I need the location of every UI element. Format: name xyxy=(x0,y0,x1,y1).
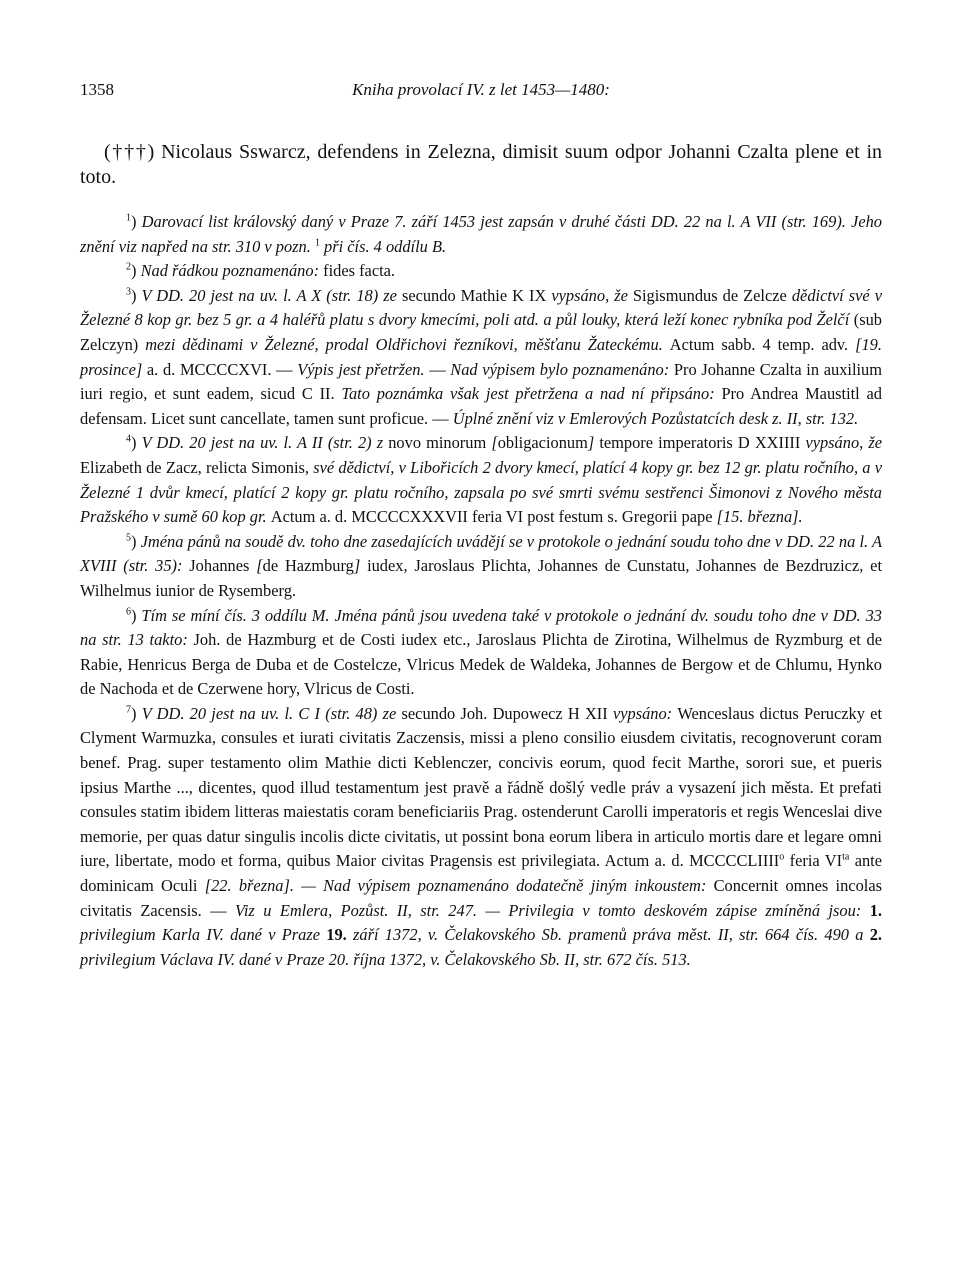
footnote-marker: $^5$) xyxy=(126,531,141,551)
footnote-marker: $^3$) xyxy=(126,285,142,305)
footnote-number: 2 xyxy=(126,261,131,273)
footnote-text: při čís. 4 oddílu B. xyxy=(319,236,447,256)
footnote-text: fides facta. xyxy=(323,261,396,281)
footnote-text: 2. xyxy=(869,925,882,945)
footnote-text: vypsáno, že xyxy=(805,433,882,453)
running-title: Kniha provolací IV. z let 1453—1480: xyxy=(352,80,610,99)
footnote-number: 7 xyxy=(126,704,131,716)
footnote-text: Nad výpisem bylo poznamenáno: xyxy=(450,359,674,379)
footnote-text: feria VI xyxy=(784,851,843,871)
record-entry: (†††) Nicolaus Sswarcz, defendens in Zelezna, dimisit suum odpor Johanni Czalta plene et in toto. xyxy=(80,141,882,188)
footnote-marker: $^1$) xyxy=(126,212,142,231)
footnote-number: 3 xyxy=(126,286,131,298)
footnote-text: Výpis jest přetržen. xyxy=(297,359,430,379)
footnote xyxy=(80,530,882,604)
footnote xyxy=(80,259,882,284)
footnote-text: V DD. 20 jest na uv. l. A II (str. 2) z xyxy=(141,433,389,453)
footnote xyxy=(80,702,882,973)
footnote-marker: $^2$) xyxy=(126,261,141,281)
footnote-text: Joh. de Hazmburg et de Costi iudex etc., Jaroslaus Plichta de Zirotina, Wilhelmus de Ryzmburg et de Rabie, Henricus Berga de Duba et de Costelcze, Vlricus Medek de Waldeka, Johannes de Bergow et de Chlumu, Hynko de Nachoda et de Czerwene hory, Vlricus de Costi. xyxy=(80,630,883,699)
footnote-marker: $^4$) xyxy=(126,433,142,453)
footnote-text: a. d. MCCCCXVI. — xyxy=(146,359,298,379)
footnote-text: Jména pánů na soudě dv. toho dne zasedajících uvádějí se v protokole o jednání soudu toho dne v DD. 22 na l. A XVIII (str. 35): xyxy=(80,531,883,576)
footnote-text: [15. března]. xyxy=(716,507,803,527)
page-number: 1358 xyxy=(80,80,114,99)
footnote-text: Tím se míní čís. 3 oddílu M. Jména pánů jsou uvedena také v protokole o jednání dv. soudu toho dne v DD. 33 na str. 13 takto: xyxy=(80,605,882,650)
footnote-text: Pro Andrea Maustitl ad defensam. Licet sunt cancellate, tamen sunt proficue. — xyxy=(80,384,882,428)
footnote-text: Johannes xyxy=(189,556,257,576)
footnote-text: vypsáno, že xyxy=(551,285,633,305)
running-header xyxy=(80,80,882,110)
footnote-number: 1 xyxy=(126,212,131,224)
footnote-text: [ xyxy=(491,433,498,453)
footnote-text: Wenceslaus dictus Peruczky et Clyment Warmuzka, consules et iurati civitatis Zaczensis, missi a pleno consilio eiusdem civitatis, recognoverunt coram benef. Prag. super testamento olim Mathie dicti Keblenczer, concivis eorum, quod fecit Marthe, sorori sue, et pueris ipsius Marthe ..., dicentes, quod illud testamentum jest pravě a řádně došlý vedle práv a vysazení jich města. Et prefati consules statim ibidem litteras maiestatis coram beneficiariis Prag. ostenderunt Carolli imperatoris et regis Wenceslai dive memorie, per quas datur singulis incolis dicte civitatis, ut possint bona eorum libera in articulo mortis dare et legare omni iure, libertate, modo et forma, quibus Maior civitas Pragensis est privilegiata. Actum a. d. MCCCCLIIII xyxy=(80,703,882,871)
footnote xyxy=(80,604,882,702)
footnote-text: 19. xyxy=(326,925,347,945)
footnote-text: [ xyxy=(256,556,263,576)
footnote xyxy=(80,431,882,529)
footnote-text: Nad řádkou poznamenáno: xyxy=(140,261,324,281)
footnote-text: secundo Joh. Dupowecz H XII xyxy=(401,703,613,723)
footnote-text: ante dominicam Oculi xyxy=(80,851,882,896)
footnote-text: Tato poznámka však jest přetržena a nad ní připsáno: xyxy=(341,384,722,404)
footnote-text: Actum a. d. MCCCCXXXVII feria VI post festum s. Gregorii pape xyxy=(270,507,717,527)
footnote-text: obligacionum xyxy=(497,433,588,453)
footnote-text: Viz u Emlera, Pozůst. II, str. 247. — Privilegia v tomto deskovém zápise zmíněná jsou: xyxy=(235,900,870,920)
footnote-text: V DD. 20 jest na uv. l. A X (str. 18) ze xyxy=(141,285,402,305)
footnote-text: o xyxy=(779,851,785,863)
footnote-number: 5 xyxy=(126,532,131,544)
footnote-text: 1 xyxy=(314,237,320,249)
footnote-text: Darovací list královský daný v Praze 7. září 1453 jest zapsán v druhé části DD. 22 na l. A VII (str. 169). Jeho znění viz napřed na str. 310 v pozn. xyxy=(80,212,882,256)
footnote xyxy=(80,210,882,259)
footnotes xyxy=(80,210,882,972)
footnote-text: vypsáno: xyxy=(612,703,678,723)
footnote-text: září 1372, v. Čelakovského Sb. pramenů práva měst. II, str. 664 čís. 490 a xyxy=(346,925,870,945)
footnote-text: Pro Johanne Czalta in auxilium iuri regio, et sunt eadem, sicud C II. xyxy=(80,359,882,404)
footnote-text: (sub Zelczyn) xyxy=(80,310,882,354)
footnote-text: privilegium Václava IV. dané v Praze 20. října 1372, v. Čelakovského Sb. II, str. 672 čís. 513. xyxy=(80,949,691,969)
footnote-text: své dědictví, v Libořicích 2 dvory kmecí, platící 4 kopy gr. bez 12 gr. platu ročního, a v Železné 1 dvůr kmecí, platící 2 kopy gr. platu ročního, zapsala po své smrti svému sestřenci Šimonovi z Nového města Pražského v sumě 60 kop gr. xyxy=(80,457,882,527)
book-page xyxy=(80,80,882,972)
footnote-text: secundo Mathie K IX xyxy=(401,285,552,305)
footnote-number: 4 xyxy=(126,433,131,445)
footnote-text: de Hazmburg xyxy=(262,556,354,576)
footnote-text: dědictví své v Železné 8 kop gr. bez 5 gr. a 4 haléřů platu s dvory kmecími, poli atd. a půl louky, která leží konec rybníka pod Želčí xyxy=(80,285,882,330)
footnote-text: Sigismundus de Zelcze xyxy=(632,285,792,305)
footnote-text: 1. xyxy=(869,900,882,920)
footnote-text: tempore imperatoris D XXIIII xyxy=(599,433,806,453)
footnote-text: novo minorum xyxy=(388,433,492,453)
footnote-text: privilegium Karla IV. dané v Praze xyxy=(80,925,327,945)
footnote-marker: $^6$) xyxy=(126,605,142,625)
footnote-text: mezi dědinami v Železné, prodal Oldřichovi řezníkovi, měšťanu Žateckému. xyxy=(145,334,670,354)
footnote-text: ] xyxy=(353,556,368,576)
footnote-text: Actum sabb. 4 temp. adv. xyxy=(669,334,856,354)
footnote-text: ] xyxy=(587,433,600,453)
footnote-marker: $^7$) xyxy=(126,703,142,723)
footnote-text: Concernit omnes incolas civitatis Zacensis. — xyxy=(80,876,882,920)
footnote-number: 6 xyxy=(126,606,131,618)
footnote xyxy=(80,284,882,432)
footnote-text: Úplné znění viz v Emlerových Pozůstatcích desk z. II, str. 132. xyxy=(452,408,859,428)
footnote-text: [19. prosince] xyxy=(80,334,882,379)
footnote-text: V DD. 20 jest na uv. l. C I (str. 48) ze xyxy=(141,703,402,723)
footnote-text: iudex, Jaroslaus Plichta, Johannes de Cunstatu, Johannes de Bezdruzicz, et Wilhelmus iunior de Rysemberg. xyxy=(80,556,883,600)
footnote-text: — xyxy=(429,359,451,379)
footnote-text: Elizabeth de Zacz, relicta Simonis, xyxy=(80,457,314,477)
footnote-text: [22. března]. — Nad výpisem poznamenáno dodatečně jiným inkoustem: xyxy=(204,876,714,896)
footnote-text: ta xyxy=(842,851,850,863)
